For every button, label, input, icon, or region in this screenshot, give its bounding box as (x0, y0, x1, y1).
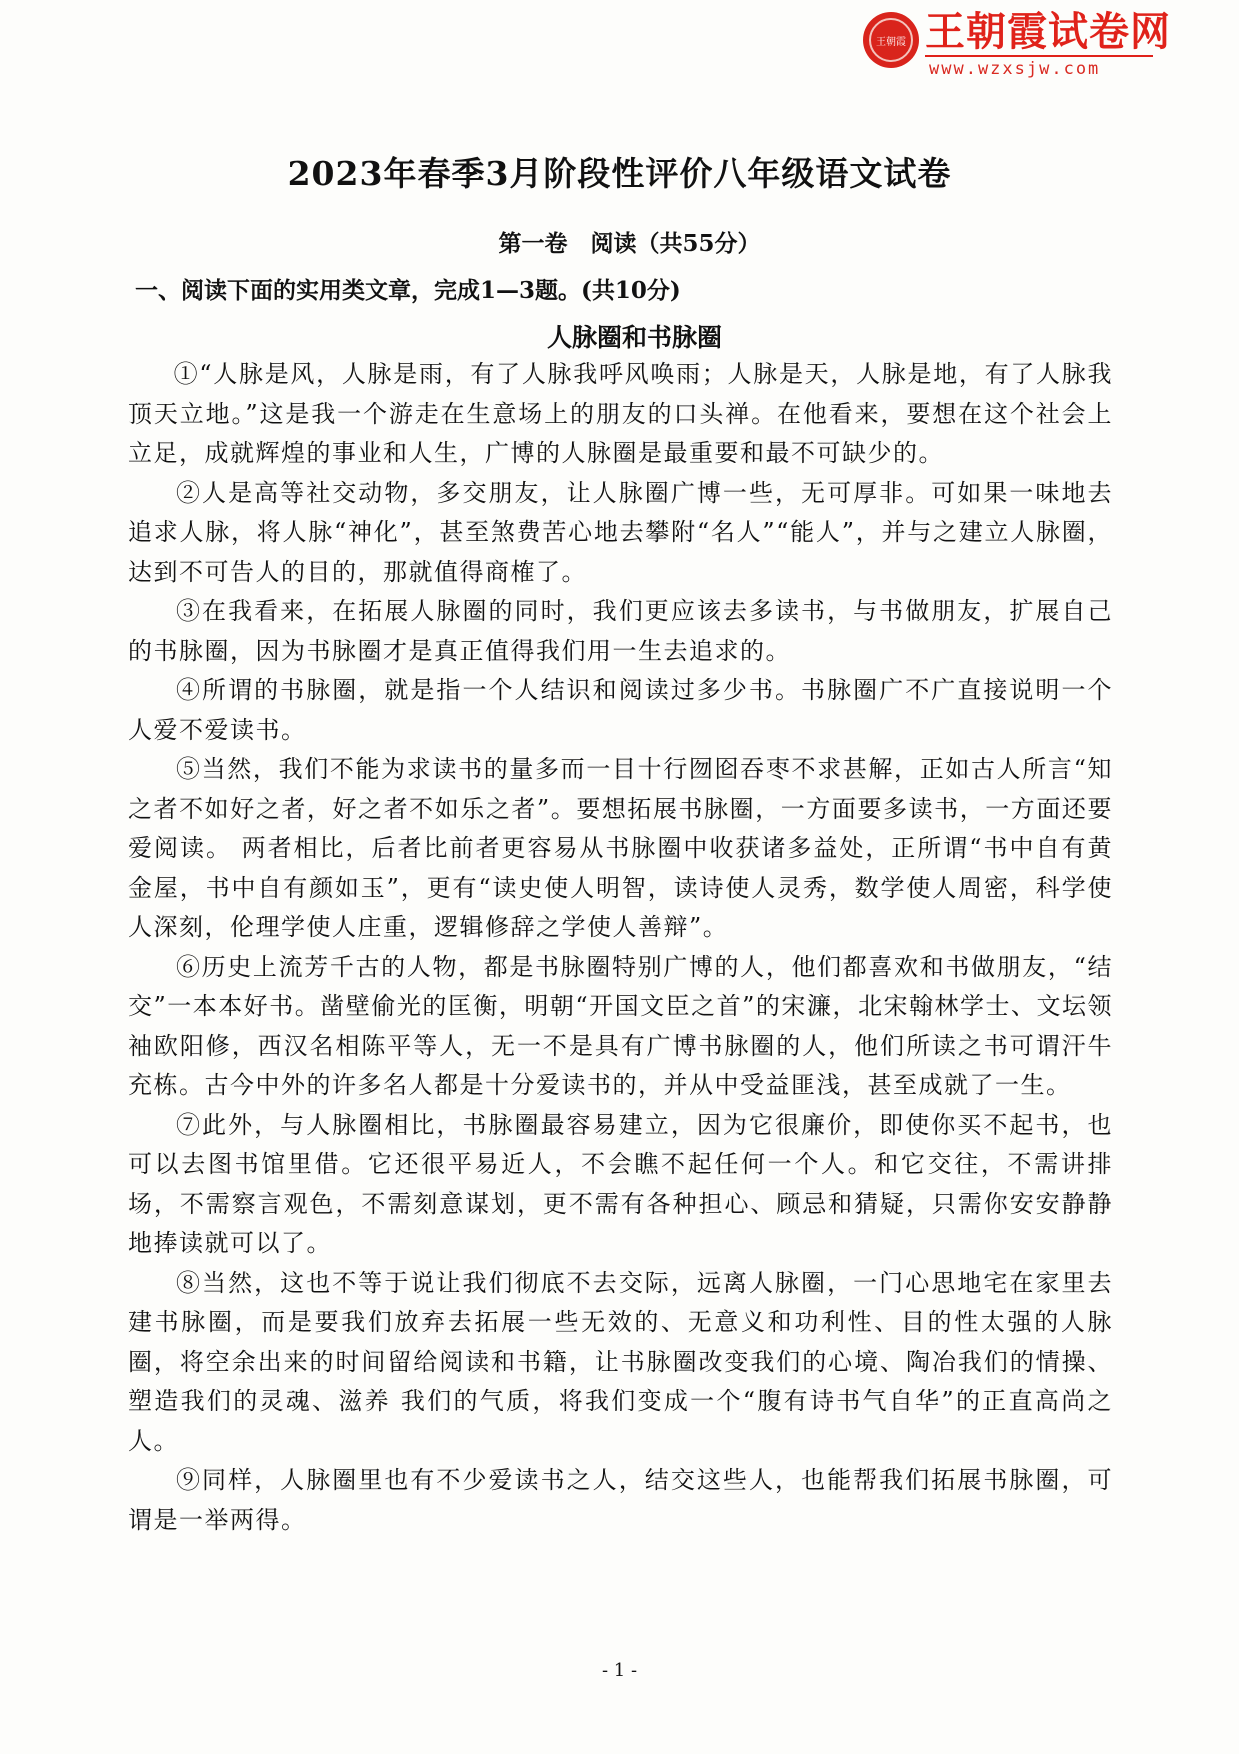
logo-name: 王朝霞试卷网 (925, 9, 1171, 55)
logo-divider (925, 55, 1153, 57)
paragraph-9: ⑨同样，人脉圈里也有不少爱读书之人，结交这些人，也能帮我们拓展书脉圈，可谓是一举两得。 (128, 1466, 1113, 1534)
paragraph-3: ③在我看来，在拓展人脉圈的同时，我们更应该去多读书，与书做朋友，扩展自己的书脉圈，因为书脉圈才是真正值得我们用一生去追求的。 (128, 597, 1113, 665)
article-title: 人脉圈和书脉圈 (546, 323, 722, 352)
seal-text: 王朝霞 (869, 18, 913, 62)
paragraph-2: ②人是高等社交动物，多交朋友，让人脉圈广博一些，无可厚非。可如果一味地去追求人脉，将人脉“神化”，甚至煞费苦心地去攀附“名人”“能人”，并与之建立人脉圈，达到不可告人的目的，那就值得商榷了。 (128, 478, 1113, 586)
site-logo (863, 10, 1171, 79)
paragraph-4: ④所谓的书脉圈，就是指一个人结识和阅读过多少书。书脉圈广不广直接说明一个人爱不爱读书。 (128, 676, 1113, 744)
paragraph-6: ⑥历史上流芳千古的人物，都是书脉圈特别广博的人，他们都喜欢和书做朋友，“结交”一本本好书。凿壁偷光的匡衡，明朝“开国文臣之首”的宋濂，北宋翰林学士、文坛领袖欧阳修，西汉名相陈平等人，无一不是具有广博书脉圈的人，他们所读之书可谓汗牛充栋。古今中外的许多名人都是十分爱读书的，并从中受益匪浅，甚至成就了一生。 (128, 952, 1113, 1099)
paragraph-5: ⑤当然，我们不能为求读书的量多而一目十行囫囵吞枣不求甚解，正如古人所言“知之者不如好之者，好之者不如乐之者”。要想拓展书脉圈，一方面要多读书，一方面还要爱阅读。 两者相比，后者比前者更容易从书脉圈中收获诸多益处，正所谓“书中自有黄金屋，书中自有颜如玉”，更有“读史使人明智，读诗使人灵秀，数学使人周密，科学使人深刻，伦理学使人庄重，逻辑修辞之学使人善辩”。 (128, 755, 1113, 941)
logo-url: www.wzxsjw.com (929, 59, 1101, 79)
paragraph-7: ⑦此外，与人脉圈相比，书脉圈最容易建立，因为它很廉价，即使你买不起书，也可以去图书馆里借。它还很平易近人，不会瞧不起任何一个人。和它交往，不需讲排场，不需察言观色，不需刻意谋划，更不需有各种担心、顾忌和猜疑，只需你安安静静地捧读就可以了。 (128, 1110, 1113, 1257)
paragraph-1: ①“人脉是风，人脉是雨，有了人脉我呼风唤雨；人脉是天，人脉是地，有了人脉我顶天立地。”这是我一个游走在生意场上的朋友的口头禅。在他看来，要想在这个社会上立足，成就辉煌的事业和人生，广博的人脉圈是最重要和最不可缺少的。 (128, 360, 1113, 467)
article-body (128, 355, 1113, 1540)
seal-icon (863, 12, 919, 68)
exam-title: 2023年春季3月阶段性评价八年级语文试卷 (287, 154, 952, 193)
section-heading: 一、阅读下面的实用类文章，完成1—3题。(共10分) (135, 277, 681, 304)
page-number: - 1 - (601, 1660, 638, 1681)
paragraph-8: ⑧当然，这也不等于说让我们彻底不去交际，远离人脉圈，一门心思地宅在家里去建书脉圈，而是要我们放弃去拓展一些无效的、无意义和功利性、目的性太强的人脉圈，将空余出来的时间留给阅读和书籍，让书脉圈改变我们的心境、陶冶我们的情操、塑造我们的灵魂、滋养 我们的气质，将我们变成一个“腹有诗书气自华”的正直高尚之人。 (128, 1268, 1113, 1455)
volume-heading: 第一卷 阅读（共55分） (498, 230, 761, 257)
